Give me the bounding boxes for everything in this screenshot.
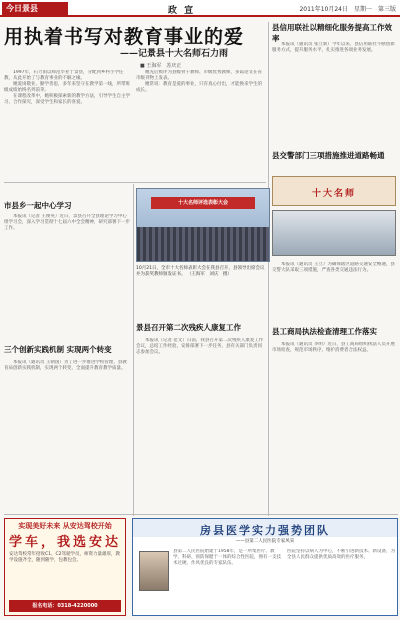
story-body <box>4 214 130 334</box>
lead-headline: 用执着书写对教育事业的爱 <box>4 26 245 48</box>
story-headline: 三个创新实践机制 实现两个转变 <box>4 345 112 354</box>
story-body <box>272 42 396 142</box>
story-headline: 景县召开第二次残疾人康复工作 <box>136 323 241 332</box>
hospital-body <box>173 549 283 613</box>
ad-slogan: 学车，我选安达 <box>8 535 121 550</box>
story-headline: 县信用联社以精细化服务提高工作效率 <box>272 23 392 43</box>
audience-image <box>137 227 269 261</box>
paragraph: 她常说：教育是爱的事业，只有真心付出，才能换来学生的成长。 <box>136 82 262 93</box>
ad-tagline: 实现美好未来 从安达驾校开始 <box>18 522 112 530</box>
lead-body-col1 <box>4 70 132 180</box>
event-banner: 十大名师评选表彰大会 <box>151 197 255 209</box>
ad-contact: 报名电话：0318-4220000 <box>9 600 121 612</box>
lead-body-col2 <box>136 70 266 184</box>
paragraph: 医院坚持以病人为中心，不断引进新技术、新设备，为全县人民群众提供优质高效的医疗服务。 <box>287 549 395 560</box>
lead-subtitle: ——记景县十大名师石力雨 <box>120 49 229 59</box>
story-body <box>4 360 130 510</box>
section-divider <box>4 182 266 183</box>
paragraph: 她爱岗敬业、勤学善思，多年来坚守在教学第一线，所带班级成绩始终名列前茅。 <box>4 82 130 93</box>
hospital-subtitle: ——县第二人民医院专家风采 <box>235 539 295 544</box>
column-divider <box>133 184 134 516</box>
paragraph: 本报讯（记者 范文）日前，我县召开第二次残疾人康复工作会议，总结工作经验，安排部署下一步任务，县有关部门负责同志参加会议。 <box>136 338 264 355</box>
paragraph: 本报讯（通讯员 李明）近日，县工商局组织执法人员开展市场检查，规范市场秩序，维护消费者合法权益。 <box>272 342 395 353</box>
paragraph: 本报讯（记者 王俊英）近日，景县召开全县理论学习中心组学习会，深入学习贯彻十七届六中全会精神，研究部署下一步工作。 <box>4 214 130 231</box>
driving-school-ad <box>4 518 126 616</box>
ad-body: 安达驾校常年招收C1、C2驾驶学员，师资力量雄厚，教学设施齐全，随到随学，包教包会。 <box>9 552 121 563</box>
lead-byline: ■ 王海军 苏庆正 <box>140 63 182 69</box>
paragraph: 县第二人民医院始建于1958年，是一所集医疗、教学、科研、预防保健于一体的综合性医院，拥有一支技术过硬、作风优良的专家队伍。 <box>173 549 281 566</box>
paragraph: 她先后被评为县级骨干教师、市级优秀教师，多篇论文在省市级刊物上发表。 <box>136 70 262 81</box>
award-banner-image <box>272 176 396 206</box>
newspaper-logo: 今日景县 <box>2 2 68 15</box>
hospital-body <box>287 549 395 613</box>
paragraph: 本报讯（通讯员 王立）为确保辖区道路交通安全畅通，县交警大队采取三项措施，严查各类交通违法行为。 <box>272 262 395 273</box>
award-banner-text: 十大名师 <box>311 189 356 199</box>
story-headline: 县交警部门三项措施推进道路畅通 <box>272 151 385 160</box>
hospital-title: 房县医学实力强势团队 <box>133 519 397 537</box>
section-divider <box>4 514 398 515</box>
story-body <box>136 338 266 510</box>
caption-text: 10月21日，全市十大名师表彰大会在我县召开，县领导出席会议并为获奖教师颁发证书。 <box>136 266 265 277</box>
story-headline: 县工商局执法检查清理工作落实 <box>272 327 377 336</box>
paragraph: 1997年，石力雨以师范毕业于景县，分配到乡村小学任教，从此开始了与教育事业的不解之缘。 <box>4 70 124 81</box>
news-photo <box>272 210 396 256</box>
hospital-feature <box>132 518 398 616</box>
story-body <box>272 262 396 322</box>
column-divider <box>268 22 269 516</box>
paragraph: 在课程改革中，她积极探索新的教学方法，引导学生自主学习、合作探究，深受学生和家长的喜爱。 <box>4 94 130 105</box>
photo-caption <box>136 266 266 278</box>
issue-date: 2011年10月24日 星期一 第三版 <box>299 6 396 13</box>
paragraph: 本报讯（通讯员 王朝国）为了进一步推进学校管理，县教育局创新实践机制，实现两个转变，全面提升教育教学质量。 <box>4 360 127 371</box>
story-headline: 市县乡一起中心学习 <box>4 201 72 210</box>
event-photo <box>136 188 270 262</box>
story-body <box>272 342 396 510</box>
masthead <box>0 0 400 17</box>
doctor-portrait <box>139 551 169 591</box>
paragraph: 本报讯（通讯员 张立新）今年以来，县信用联社不断创新服务方式，提升服务水平，扎实推进各项业务发展。 <box>272 42 395 53</box>
section-title: 政 宣 <box>168 6 196 16</box>
caption-credit: （王海军 刘庆 摄） <box>186 272 232 277</box>
